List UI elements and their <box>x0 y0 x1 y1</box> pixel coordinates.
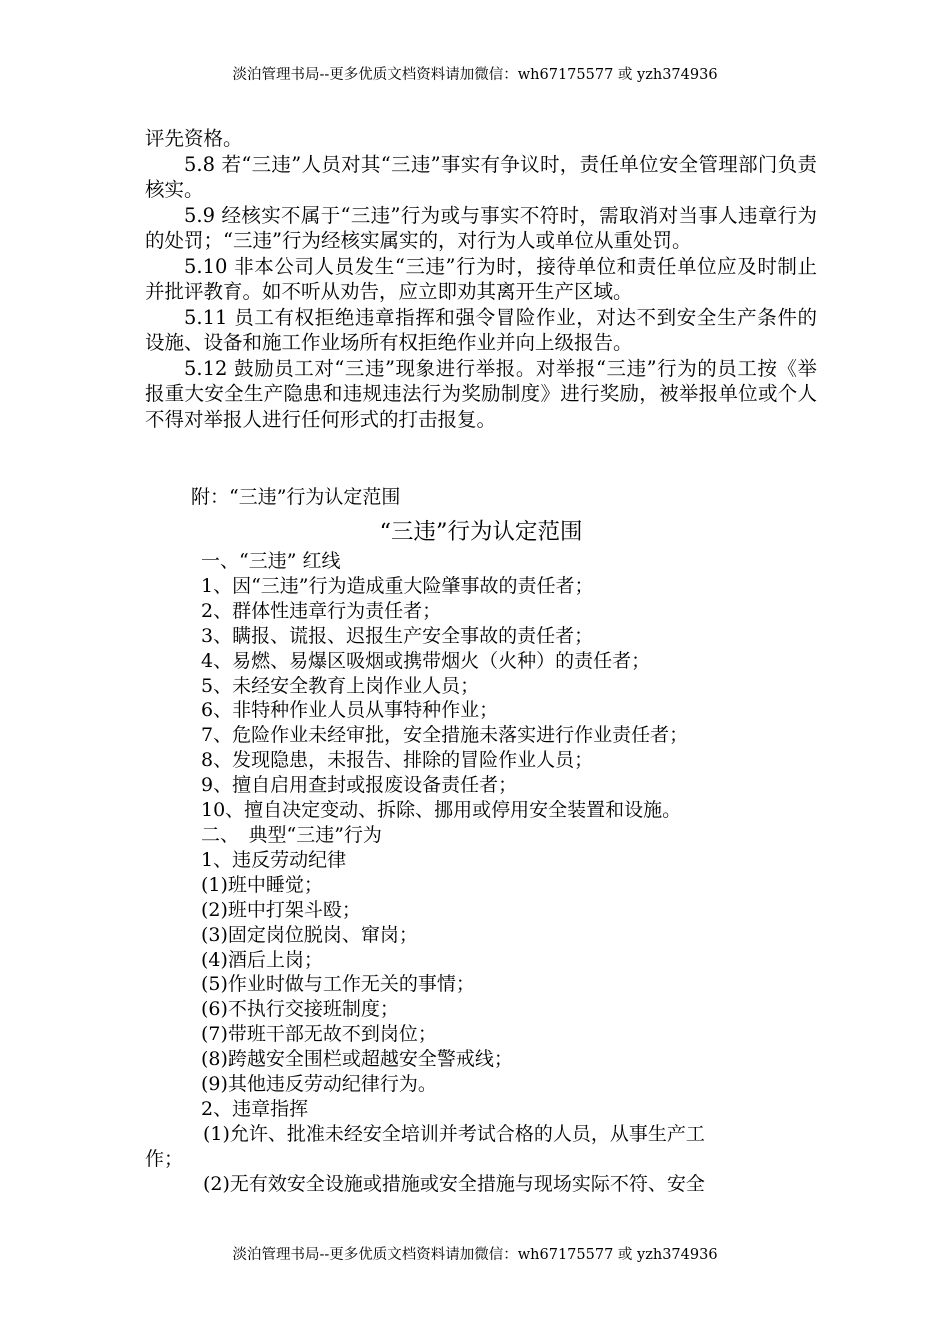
paragraph: 5.11 员工有权拒绝违章指挥和强令冒险作业，对达不到安全生产条件的设施、设备和施工作业场所有权拒绝作业并向上级报告。 <box>145 305 817 354</box>
list-item: (3)固定岗位脱岗、窜岗； <box>201 923 418 946</box>
list-item-line: (1)允许、批准未经安全培训并考试合格的人员，从事生产工 <box>203 1122 705 1145</box>
list-item: 10、擅自决定变动、拆除、挪用或停用安全装置和设施。 <box>201 799 682 822</box>
list-item: (7)带班干部无故不到岗位； <box>201 1023 437 1046</box>
spacer <box>145 432 817 485</box>
list-item: 8、发现隐患，未报告、排除的冒险作业人员； <box>201 749 594 772</box>
annex-title: “三违”行为认定范围 <box>379 519 583 545</box>
list-item: (4)酒后上岗； <box>201 948 323 971</box>
page-footer: 淡泊管理书局--更多优质文档资料请加微信：wh67175577 或 yzh374936 <box>232 1247 718 1263</box>
subsection-heading: 2、违章指挥 <box>201 1097 309 1120</box>
section-heading: 一、“三违” 红线 <box>201 550 341 572</box>
list-item: 1、因“三违”行为造成重大险肇事故的责任者； <box>201 574 594 597</box>
paragraph: 5.8 若“三违”人员对其“三违”事实有争议时，责任单位安全管理部门负责核实。 <box>145 152 817 201</box>
list-item: 4、易燃、易爆区吸烟或携带烟火（火种）的责任者； <box>201 649 651 672</box>
list-item: 7、危险作业未经审批，安全措施未落实进行作业责任者； <box>201 724 689 747</box>
list-item: 9、擅自启用查封或报废设备责任者； <box>201 774 518 797</box>
list-item: (9)其他违反劳动纪律行为。 <box>201 1073 437 1096</box>
section-1 <box>145 549 817 823</box>
hanging-item <box>145 1122 817 1196</box>
section-heading: 二、 典型“三违”行为 <box>201 823 382 846</box>
list-item: 3、瞒报、谎报、迟报生产安全事故的责任者； <box>201 624 594 647</box>
list-item: 6、非特种作业人员从事特种作业； <box>201 699 499 722</box>
list-item: (1)班中睡觉； <box>201 873 323 896</box>
page-header: 淡泊管理书局--更多优质文档资料请加微信：wh67175577 或 yzh374936 <box>232 67 718 83</box>
paragraph: 5.9 经核实不属于“三违”行为或与事实不符时，需取消对当事人违章行为的处罚；“三违”行为经核实属实的，对行为人或单位从重处罚。 <box>145 203 817 252</box>
document-body <box>145 126 817 1196</box>
list-item: 5、未经安全教育上岗作业人员； <box>201 674 480 697</box>
list-item: (8)跨越安全围栏或超越安全警戒线； <box>201 1048 513 1071</box>
list-item-line: (2)无有效安全设施或措施或安全措施与现场实际不符、安全 <box>203 1172 705 1195</box>
list-item: (5)作业时做与工作无关的事情； <box>201 973 475 996</box>
paragraph: 5.12 鼓励员工对“三违”现象进行举报。对举报“三违”行为的员工按《举报重大安全生产隐患和违规违法行为奖励制度》进行奖励，被举报单位或个人不得对举报人进行任何形式的打击报复。 <box>145 356 817 431</box>
section-2 <box>145 823 817 1122</box>
paragraph: 评先资格。 <box>145 127 243 150</box>
annex-label: 附：“三违”行为认定范围 <box>191 486 401 508</box>
list-item: (2)班中打架斗殴； <box>201 898 361 921</box>
list-item-line: 作； <box>145 1147 184 1170</box>
paragraph: 5.10 非本公司人员发生“三违”行为时，接待单位和责任单位应及时制止并批评教育。如不听从劝告，应立即劝其离开生产区域。 <box>145 254 817 303</box>
list-item: (6)不执行交接班制度； <box>201 998 399 1021</box>
list-item: 2、群体性违章行为责任者； <box>201 599 442 622</box>
subsection-heading: 1、违反劳动纪律 <box>201 848 347 871</box>
